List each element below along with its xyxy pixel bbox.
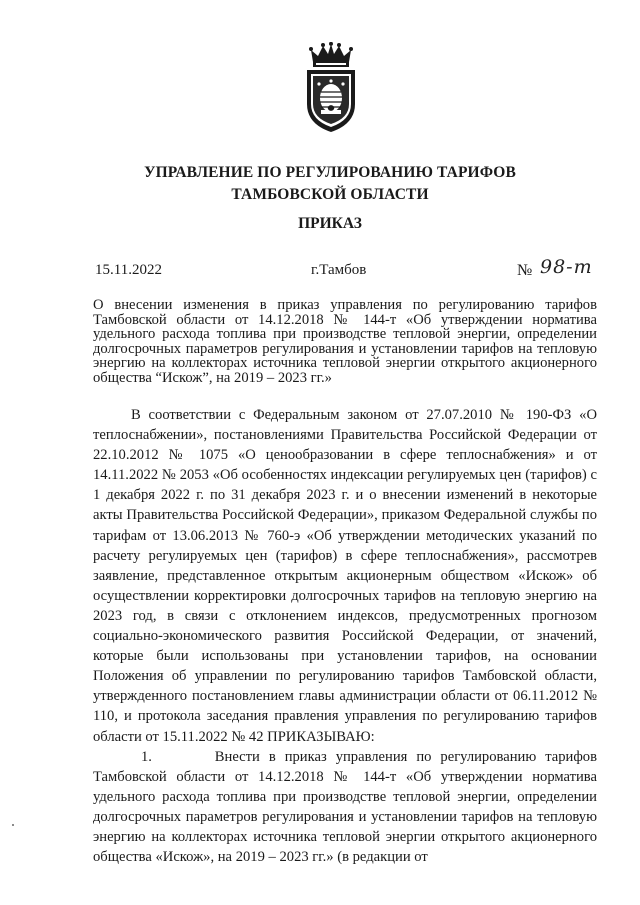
subject-text: О внесении изменения в приказ управления по регулированию тарифов Тамбовской области от 14.12.2018 № 144-т «Об утверждении норматива удельного расхода топлива при производстве тепловой энергии, определении долгосрочных параметров регулирования и установлении тарифов на тепловую энергию на коллекторах источника тепловой энергии открытого акционерного общества “Искож”, на 2019 – 2023 гг.» — [93, 297, 597, 386]
order-item-1 — [93, 747, 597, 868]
agency-name — [60, 162, 600, 206]
document-date: 15.11.2022 — [95, 262, 162, 278]
scan-speck — [12, 824, 14, 826]
document-city: г.Тамбов — [311, 262, 367, 278]
document-number-label: № — [517, 262, 533, 279]
preamble-paragraph: В соответствии с Федеральным законом от 27.07.2010 № 190-ФЗ «О теплоснабжении», постановлениями Правительства Российской Федерации от 22.10.2012 № 1075 «О ценообразовании в сфере теплоснабжения» и от 14.11.2022 № 2053 «Об особенностях индексации регулируемых цен (тарифов) с 1 декабря 2022 г. по 31 декабря 2023 г. и о внесении изменений в некоторые акты Правительства Российской Федерации», приказом Федеральной службы по тарифам от 13.06.2013 № 760-э «Об утверждении методических указаний по расчету регулируемых цен (тарифов) в сфере теплоснабжения», рассмотрев заявление, представленное открытым акционерным обществом «Искож» об осуществлении корректировки долгосрочных тарифов на тепловую энергию на 2023 год, в связи с отклонением индексов, предусмотренных прогнозом социально-экономического развития Российской Федерации, от значений, которые были использованы при установлении тарифов, на основании Положения об управлении по регулированию тарифов Тамбовской области, утвержденного постановлением главы администрации области от 06.11.2012 № 110, и протокола заседания правления управления по регулированию тарифов области от 15.11.2022 № 42 ПРИКАЗЫВАЮ: — [93, 407, 597, 745]
document-number-handwritten: 98-т — [540, 256, 593, 278]
document-body — [93, 405, 597, 867]
agency-name-line2: ТАМБОВСКОЙ ОБЛАСТИ — [231, 186, 429, 203]
document-subject — [93, 298, 597, 386]
agency-name-line1: УПРАВЛЕНИЕ ПО РЕГУЛИРОВАНИЮ ТАРИФОВ — [144, 164, 516, 181]
order-item-text: Внести в приказ управления по регулированию тарифов Тамбовской области от 14.12.2018 № 144-т «Об утверждении норматива удельного расхода топлива при производстве тепловой энергии, определении долгосрочных параметров регулирования и установлении тарифов на тепловую энергию на коллекторах источника тепловой энергии открытого акционерного общества «Искож», на 2019 – 2023 гг.» (в редакции от — [93, 748, 597, 866]
order-item-number: 1. — [141, 748, 152, 765]
coat-of-arms-icon — [299, 42, 363, 134]
document-type: ПРИКАЗ — [298, 215, 362, 232]
